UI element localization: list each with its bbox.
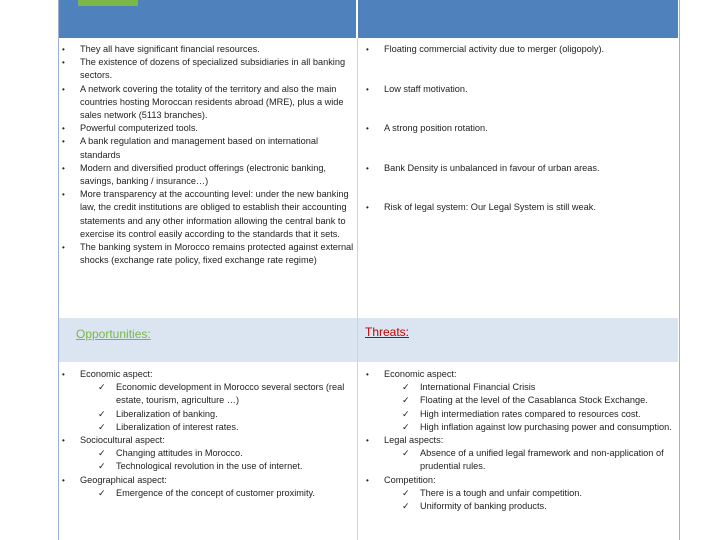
sub-item: ✓ International Financial Crisis xyxy=(402,382,536,393)
sub-item: ✓ Liberalization of interest rates. xyxy=(98,421,239,432)
list-item: • Modern and diversified product offerings (electronic banking, savings, banking / insurance…) xyxy=(62,162,326,187)
sub-item: ✓ Technological revolution in the use of internet. xyxy=(98,461,303,472)
list-item: • Bank Density is unbalanced in favour of urban areas. xyxy=(366,162,600,173)
opportunities-title: Opportunities: xyxy=(76,327,151,341)
list-item: • Risk of legal system: Our Legal System is still weak. xyxy=(366,202,596,213)
column-divider xyxy=(357,38,358,540)
list-item: • More transparency at the accounting level: under the new banking law, the credit institutions are obliged to establish their accounting statements and any other information allowing the central bank to exercise its control easily according to the standards that it sets. xyxy=(62,189,349,239)
list-item: • Economic aspect: ✓ Economic development in Morocco several sectors (real estate, tourism, agriculture …) ✓ Liberalization of banking. ✓ Liberalization of interest rates. xyxy=(58,368,354,434)
list-item: • A bank regulation and management based on international standards xyxy=(62,136,319,160)
list-item: • Sociocultural aspect: ✓ Changing attitudes in Morocco. ✓ Technological revolution in the use of internet. xyxy=(58,434,354,474)
list-item: • Geographical aspect: ✓ Emergence of the concept of customer proximity. xyxy=(58,474,354,500)
list-item: • Powerful computerized tools. xyxy=(62,123,198,134)
sub-item: ✓ Absence of a unified legal framework and non-application of prudential rules. xyxy=(402,448,664,472)
list-item: • Economic aspect: ✓ International Financial Crisis ✓ Floating at the level of the Casablanca Stock Exchange. ✓ High intermediation rates compared to resources cost. ✓ High inflation against low purchasing power and consumption. xyxy=(362,368,678,434)
threats-list xyxy=(362,368,678,513)
list-item: • A network covering the totality of the territory and also the main countries hosting Moroccan residents abroad (MRE), plus a wide sales network (5113 branches). xyxy=(62,83,344,121)
list-item: • The existence of dozens of specialized subsidiaries in all banking sectors. xyxy=(62,57,346,81)
sub-item: ✓ Economic development in Morocco several sectors (real estate, tourism, agriculture …) xyxy=(98,382,345,406)
sub-item: ✓ Changing attitudes in Morocco. xyxy=(98,448,243,459)
list-item: • Legal aspects: ✓ Absence of a unified legal framework and non-application of prudential rules. xyxy=(362,434,678,474)
sub-item: ✓ Emergence of the concept of customer proximity. xyxy=(98,487,315,498)
opportunities-list xyxy=(58,368,354,500)
list-item: • Low staff motivation. xyxy=(366,83,468,94)
list-item: • Competition: ✓ There is a tough and unfair competition. ✓ Uniformity of banking products. xyxy=(362,474,678,514)
threats-title: Threats: xyxy=(365,325,410,339)
sub-item: ✓ There is a tough and unfair competition. xyxy=(402,487,582,498)
list-item: • They all have significant financial resources. xyxy=(62,44,260,54)
sub-item: ✓ Floating at the level of the Casablanca Stock Exchange. xyxy=(402,395,648,406)
weaknesses-list xyxy=(362,43,674,241)
sub-item: ✓ Uniformity of banking products. xyxy=(402,501,547,512)
list-item: • Floating commercial activity due to merger (oligopoly). xyxy=(366,44,605,54)
sub-item: ✓ High inflation against low purchasing power and consumption. xyxy=(402,421,672,432)
sub-item: ✓ Liberalization of banking. xyxy=(98,408,218,419)
list-item: • A strong position rotation. xyxy=(366,123,488,134)
strengths-list xyxy=(58,43,354,267)
sub-item: ✓ High intermediation rates compared to resources cost. xyxy=(402,408,641,419)
list-item: • The banking system in Morocco remains protected against external shocks (exchange rate policy, fixed exchange rate regime) xyxy=(62,242,354,266)
